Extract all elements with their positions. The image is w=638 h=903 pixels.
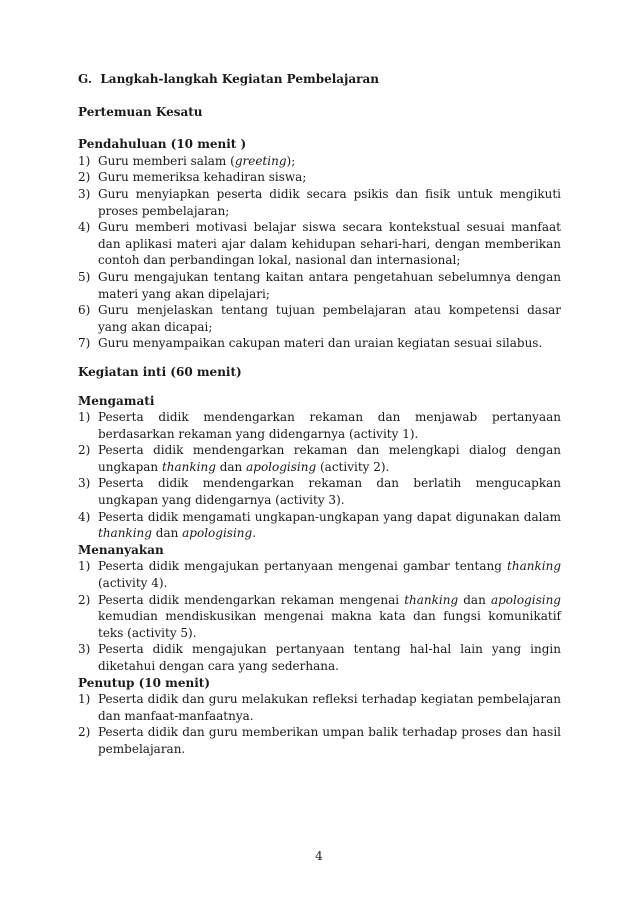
item-number: 4) (78, 220, 91, 235)
item-text: Guru memeriksa kehadiran siswa; (98, 170, 307, 185)
item-text: dan (151, 526, 183, 541)
list-item (78, 335, 561, 352)
list-item (78, 409, 561, 442)
list-item (78, 475, 561, 508)
item-emphasis: apologising (246, 459, 317, 474)
item-text: Guru menjelaskan tentang tujuan pembelajaran atau kompetensi dasar yang akan dicapai; (98, 303, 561, 334)
menanyakan-list (78, 558, 561, 674)
list-item (78, 169, 561, 186)
item-text: (activity 4). (98, 576, 168, 591)
item-emphasis: thanking (98, 526, 152, 541)
mengamati-list (78, 409, 561, 542)
item-number: 5) (78, 269, 91, 284)
section-title: G. Langkah-langkah Kegiatan Pembelajaran (78, 72, 379, 86)
pendahuluan-heading: Pendahuluan (10 menit ) (78, 137, 247, 152)
item-number: 2) (78, 443, 91, 458)
pendahuluan-list (78, 153, 561, 352)
list-item (78, 442, 561, 475)
list-item (78, 302, 561, 335)
list-item (78, 219, 561, 269)
item-number: 3) (78, 642, 91, 657)
item-number: 1) (78, 559, 91, 574)
item-text: kemudian mendiskusikan mengenai makna kata dan fungsi komunikatif teks (activity 5). (98, 609, 561, 640)
item-number: 4) (78, 509, 91, 524)
item-number: 3) (78, 186, 91, 201)
item-number: 2) (78, 170, 91, 185)
list-item (78, 592, 561, 642)
mengamati-heading: Mengamati (78, 393, 155, 408)
item-text: dan (458, 592, 491, 607)
meeting-title: Pertemuan Kesatu (78, 104, 203, 119)
list-item (78, 641, 561, 674)
list-item (78, 269, 561, 302)
item-text: Guru memberi motivasi belajar siswa secara kontekstual sesuai manfaat dan aplikasi materi ajar dalam kehidupan sehari-hari, dengan memberikan contoh dan perbandingan lokal, nasional dan internasional; (98, 220, 561, 268)
item-number: 2) (78, 725, 91, 740)
item-emphasis: thanking (507, 559, 561, 574)
item-text: Peserta didik mengajukan pertanyaan mengenai gambar tentang (98, 559, 508, 574)
item-text: Peserta didik dan guru melakukan refleksi terhadap kegiatan pembelajaran dan manfaat-manfaatnya. (98, 692, 561, 723)
item-number: 7) (78, 336, 91, 351)
item-emphasis: thanking (404, 592, 459, 607)
item-number: 1) (78, 410, 91, 425)
item-text: (activity 2). (316, 459, 390, 474)
item-emphasis: greeting (234, 153, 287, 168)
page-content (78, 71, 561, 758)
item-text: Peserta didik mengamati ungkapan-ungkapan yang dapat digunakan dalam (98, 509, 561, 524)
item-text: Peserta didik mendengarkan rekaman dan berlatih mengucapkan ungkapan yang didengarnya (activity 3). (98, 476, 561, 508)
list-item (78, 558, 561, 591)
list-item (78, 153, 561, 170)
item-text: Peserta didik dan guru memberikan umpan balik terhadap proses dan hasil pembelajaran. (98, 725, 561, 756)
item-emphasis: apologising (490, 592, 561, 607)
item-number: 6) (78, 303, 91, 318)
penutup-heading: Penutup (10 menit) (78, 675, 211, 690)
item-number: 1) (78, 692, 91, 707)
menanyakan-heading: Menanyakan (78, 542, 164, 557)
item-text: Guru mengajukan tentang kaitan antara pengetahuan sebelumnya dengan materi yang akan dipelajari; (98, 269, 561, 301)
kegiatan-inti-heading: Kegiatan inti (60 menit) (78, 364, 242, 379)
item-text: Peserta didik mendengarkan rekaman dan melengkapi dialog dengan ungkapan (98, 443, 561, 474)
item-text: Guru menyampaikan cakupan materi dan uraian kegiatan sesuai silabus. (98, 336, 543, 351)
item-text: Peserta didik mengajukan pertanyaan tentang hal-hal lain yang ingin diketahui dengan cara yang sederhana. (98, 642, 561, 673)
list-item (78, 509, 561, 542)
item-number: 3) (78, 476, 91, 491)
item-text: ); (286, 153, 296, 168)
penutup-list (78, 691, 561, 757)
list-item (78, 186, 561, 219)
item-text: . (252, 526, 257, 541)
item-text: dan (215, 459, 247, 474)
item-emphasis: apologising (182, 526, 253, 541)
item-number: 2) (78, 592, 91, 607)
item-number: 1) (78, 153, 91, 168)
list-item (78, 724, 561, 757)
list-item (78, 691, 561, 724)
page-number: 4 (315, 849, 323, 863)
item-text: Guru menyiapkan peserta didik secara psikis dan fisik untuk mengikuti proses pembelajaran; (98, 186, 561, 218)
item-emphasis: thanking (161, 459, 216, 474)
item-text: Peserta didik mendengarkan rekaman mengenai (98, 592, 405, 607)
item-text: Peserta didik mendengarkan rekaman dan menjawab pertanyaan berdasarkan rekaman yang didengarnya (activity 1). (98, 410, 561, 441)
item-text: Guru memberi salam ( (98, 153, 235, 168)
